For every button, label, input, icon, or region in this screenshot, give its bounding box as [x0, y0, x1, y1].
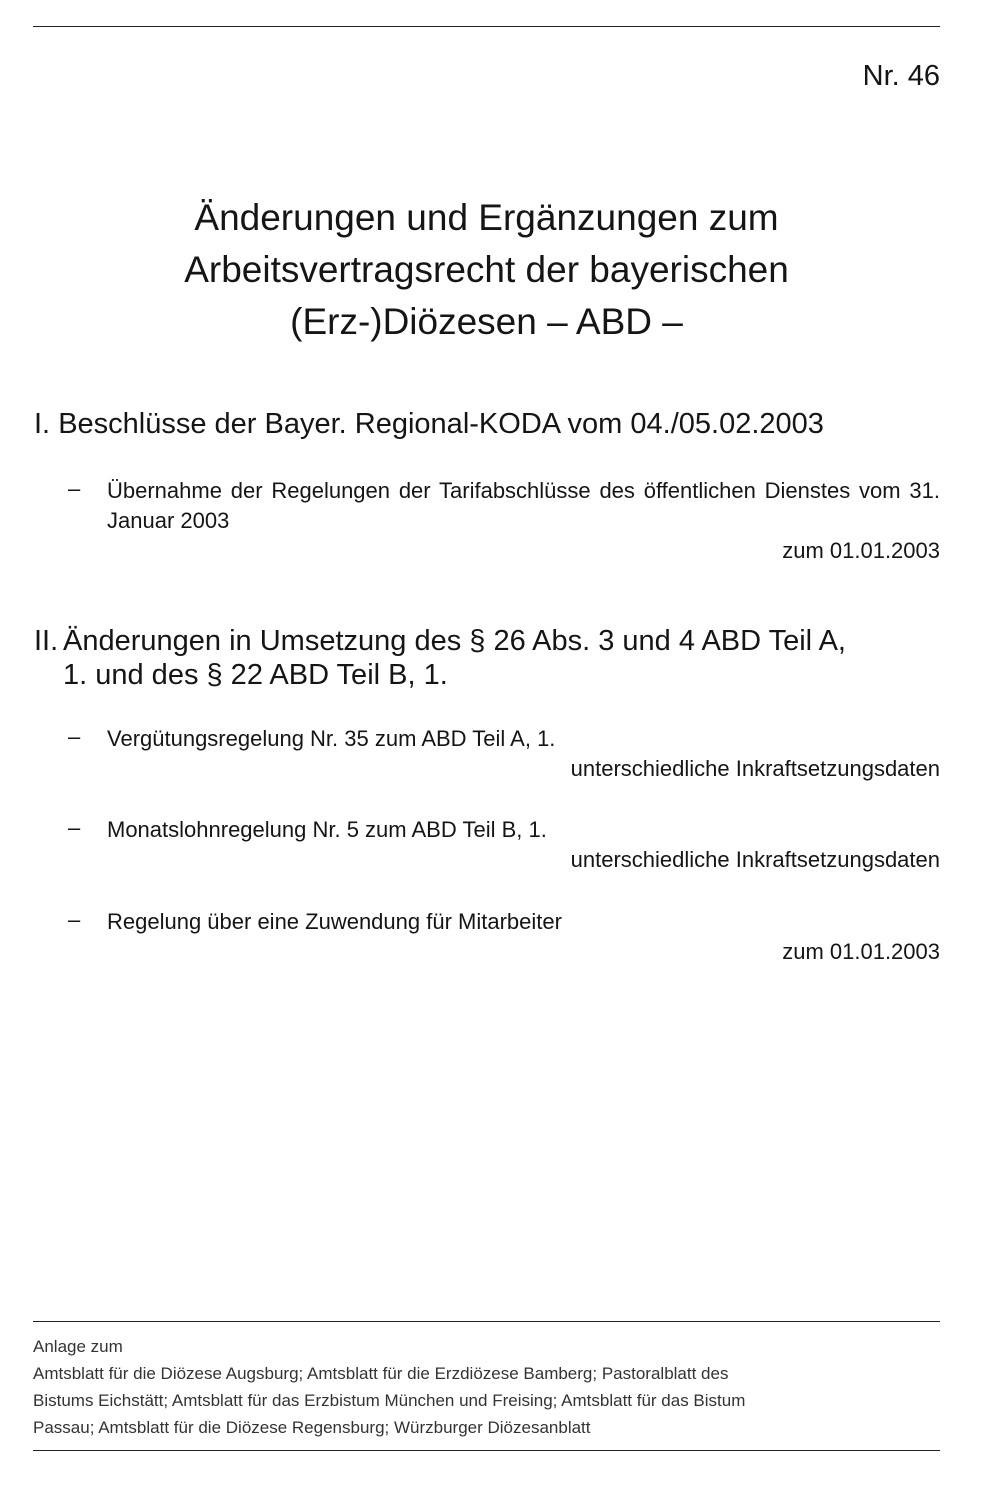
document-title [33, 192, 940, 348]
list-item [68, 907, 940, 967]
footer-top-divider [33, 1321, 940, 1322]
section-heading-text: Beschlüsse der Bayer. Regional-KODA vom 04./05.02.2003 [58, 408, 824, 440]
section-1-heading [34, 408, 824, 441]
section-heading-line: Änderungen in Umsetzung des § 26 Abs. 3 und 4 ABD Teil A, [63, 625, 846, 657]
dash-bullet: – [68, 476, 81, 501]
title-line: Arbeitsvertragsrecht der bayerischen [184, 249, 789, 290]
item-text: Übernahme der Regelungen der Tarifabschlüsse des öffentlichen Dienstes vom 31. Januar 2003 [107, 478, 940, 533]
title-line: Änderungen und Ergänzungen zum [194, 197, 779, 238]
issue-number: Nr. 46 [862, 60, 940, 92]
top-divider [33, 26, 940, 27]
dash-bullet: – [68, 907, 81, 932]
item-effective-date: zum 01.01.2003 [782, 538, 940, 563]
item-text: Regelung über eine Zuwendung für Mitarbeiter [107, 909, 562, 934]
section-numeral: II. [34, 625, 59, 657]
dash-bullet: – [68, 724, 81, 749]
title-line: (Erz-)Diözesen – ABD – [290, 301, 683, 342]
section-heading-line: 1. und des § 22 ABD Teil B, 1. [63, 659, 448, 691]
list-item [68, 815, 940, 875]
footer-bottom-divider [33, 1450, 940, 1451]
list-item [68, 476, 940, 566]
footer-line: Passau; Amtsblatt für die Diözese Regensburg; Würzburger Diözesanblatt [33, 1418, 591, 1437]
dash-bullet: – [68, 815, 81, 840]
item-effective-date: unterschiedliche Inkraftsetzungsdaten [570, 756, 940, 781]
item-effective-date: unterschiedliche Inkraftsetzungsdaten [570, 847, 940, 872]
item-effective-date: zum 01.01.2003 [782, 939, 940, 964]
list-item [68, 724, 940, 784]
item-text: Vergütungsregelung Nr. 35 zum ABD Teil A, 1. [107, 726, 556, 751]
footer-line: Anlage zum [33, 1337, 123, 1356]
section-2-heading [34, 624, 846, 692]
footer-note [33, 1333, 940, 1441]
footer-line: Bistums Eichstätt; Amtsblatt für das Erzbistum München und Freising; Amtsblatt für das Bistum [33, 1391, 746, 1410]
footer-line: Amtsblatt für die Diözese Augsburg; Amtsblatt für die Erzdiözese Bamberg; Pastoralblatt des [33, 1364, 729, 1383]
item-text: Monatslohnregelung Nr. 5 zum ABD Teil B, 1. [107, 817, 547, 842]
section-numeral: I. [34, 408, 51, 440]
